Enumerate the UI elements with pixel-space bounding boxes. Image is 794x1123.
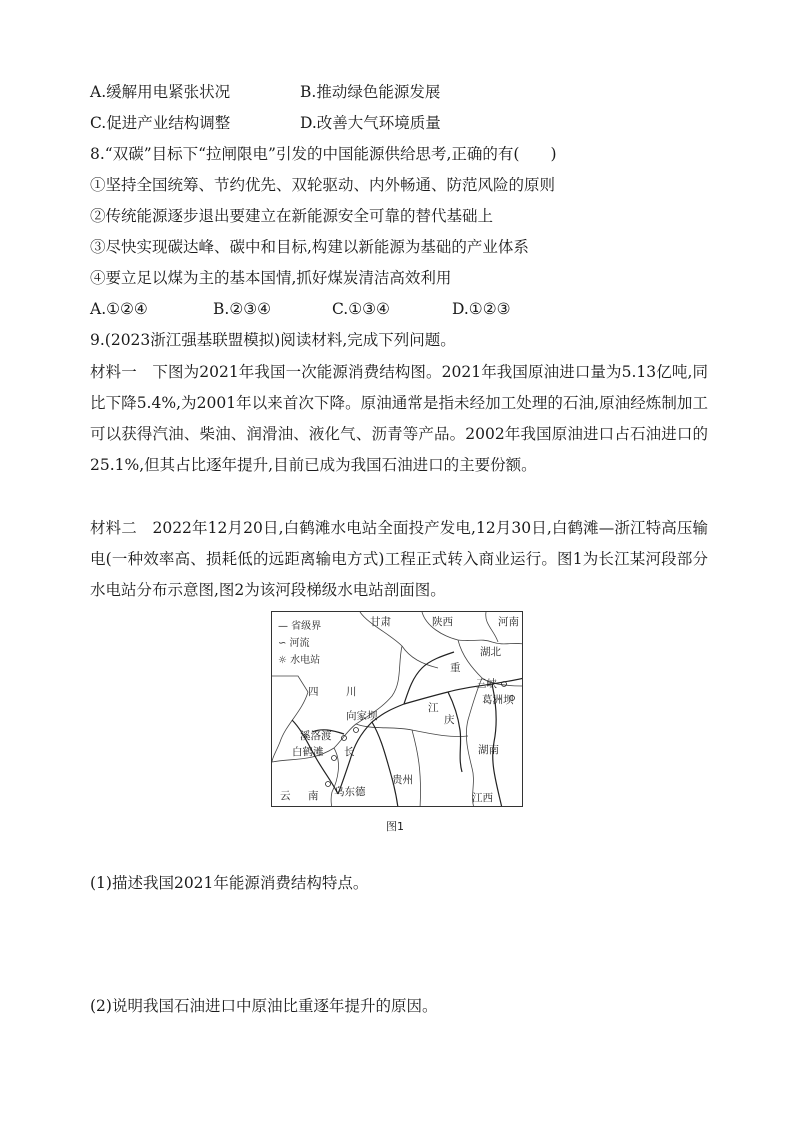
station-xiangjiaba-label: 向家坝 (346, 710, 378, 722)
q9-material-2: 材料二 2022年12月20日,白鹤滩水电站全面投产发电,12月30日,白鹤滩—浙江特高压输电(一种效率高、损耗低的远距离输电方式)工程正式转入商业运行。图1为长江某河段部分水电站分布示意图,图2为该河段梯级水电站剖面图。 (90, 519, 708, 599)
province-jiangxi: 江西 (472, 792, 493, 804)
map-legend (278, 618, 321, 669)
river-label-jiang: 江 (428, 702, 439, 714)
province-chongqing-qing: 庆 (444, 714, 455, 726)
legend-river-item: ∽ 河流 (278, 638, 310, 649)
q8-item-1: ①坚持全国统筹、节约优先、双轮驱动、内外畅通、防范风险的原则 (90, 176, 556, 194)
q8-item-4: ④要立足以煤为主的基本国情,抓好煤炭清洁高效利用 (90, 269, 452, 287)
q9-subquestion-2: (2)说明我国石油进口中原油比重逐年提升的原因。 (90, 997, 438, 1015)
q7-options-row-2 (90, 113, 441, 133)
q7-option-c: C.促进产业结构调整 (90, 114, 231, 132)
province-sichuan-si: 四 (308, 686, 319, 698)
q8-option-d: D.①②③ (452, 300, 511, 318)
q7-option-d: D.改善大气环境质量 (300, 114, 441, 132)
province-guizhou: 贵州 (392, 774, 413, 786)
station-gezhouba-label: 葛洲坝 (482, 694, 514, 706)
q7-option-b: B.推动绿色能源发展 (300, 83, 441, 101)
q9-subquestion-1: (1)描述我国2021年能源消费结构特点。 (90, 874, 369, 892)
station-xiluodu-label: 溪洛渡 (300, 730, 332, 742)
q7-options-row-1 (90, 82, 441, 102)
q8-option-a: A.①②④ (90, 300, 148, 318)
province-hubei: 湖北 (480, 646, 501, 658)
province-sichuan-chuan: 川 (346, 686, 357, 698)
legend-station-item: ☼ 水电站 (278, 655, 321, 666)
q9-material-1: 材料一 下图为2021年我国一次能源消费结构图。2021年我国原油进口量为5.13亿吨,同比下降5.4%,为2001年以来首次下降。原油通常是指未经加工处理的石油,原油经炼制加工可以获得汽油、柴油、润滑油、液化气、沥青等产品。2002年我国原油进口占石油进口的25.1%,但其占比逐年提升,目前已成为我国石油进口的主要份额。 (90, 363, 708, 474)
q8-options (90, 299, 710, 319)
q9-stem: 9.(2023浙江强基联盟模拟)阅读材料,完成下列问题。 (90, 331, 456, 349)
station-wudongde-label: 乌东德 (334, 786, 366, 798)
legend-boundary-item: — 省级界 (278, 621, 322, 632)
q8-option-c: C.①③④ (332, 300, 390, 318)
river-label-chang: 长 (344, 746, 355, 758)
figure-caption: 图1 (386, 820, 404, 833)
q8-item-3: ③尽快实现碳达峰、碳中和目标,构建以新能源为基础的产业体系 (90, 238, 529, 256)
q8-stem: 8.“双碳”目标下“拉闸限电”引发的中国能源供给思考,正确的有( ) (90, 145, 557, 163)
province-henan: 河南 (498, 616, 519, 628)
province-chongqing-zhong: 重 (450, 662, 461, 674)
province-gansu: 甘肃 (370, 616, 391, 628)
province-shaanxi: 陕西 (432, 616, 453, 628)
q7-option-a: A.缓解用电紧张状况 (90, 83, 231, 101)
province-yunnan-nan: 南 (308, 790, 319, 802)
station-baihetan-label: 白鹤滩 (292, 746, 324, 758)
station-sanxia-label: 三峡 (476, 678, 497, 690)
legend-boundary (272, 676, 308, 692)
hydropower-map (271, 611, 523, 807)
q8-item-2: ②传统能源逐步退出要建立在新能源安全可靠的替代基础上 (90, 207, 494, 225)
province-hunan: 湖南 (478, 744, 499, 756)
province-yunnan-yun: 云 (280, 790, 291, 802)
q8-option-b: B.②③④ (213, 300, 272, 318)
